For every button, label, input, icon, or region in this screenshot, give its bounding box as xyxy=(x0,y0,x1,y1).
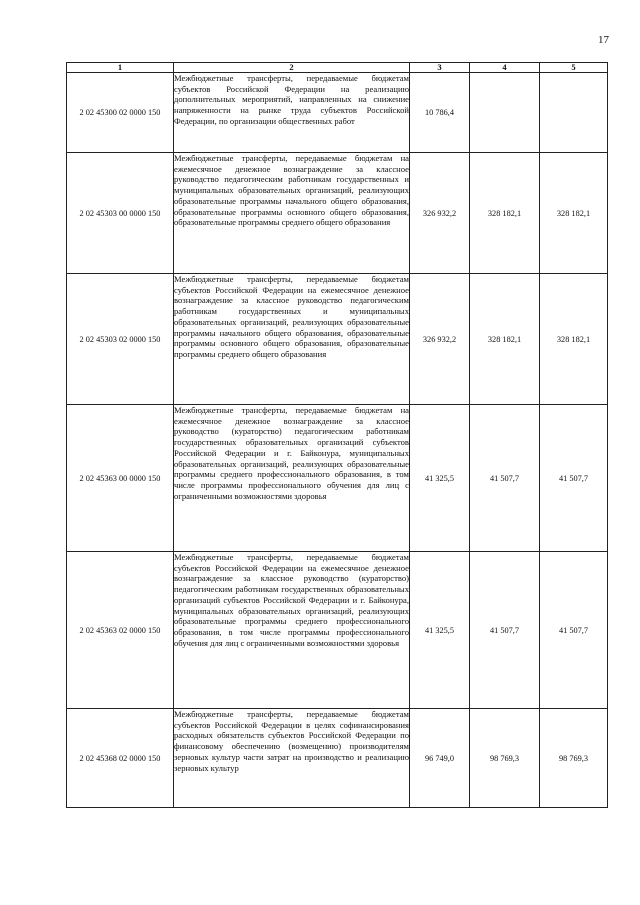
row-description: Межбюджетные трансферты, передаваемые бюджетам на ежемесячное денежное вознаграждение за классное руководство педагогическим работникам государственных и муниципальных образовательных организаций, реализующих образовательные программы начального общего образования, образовательные программы основного общего образования, образовательные программы среднего общего образования xyxy=(174,153,410,274)
budget-code: 2 02 45303 02 0000 150 xyxy=(67,274,174,405)
amount-col3: 326 932,2 xyxy=(410,274,470,405)
amount-col5: 41 507,7 xyxy=(540,405,608,552)
amount-col3: 10 786,4 xyxy=(410,73,470,153)
table-header-row xyxy=(67,63,608,73)
budget-code: 2 02 45363 00 0000 150 xyxy=(67,405,174,552)
table-row xyxy=(67,73,608,153)
table-row xyxy=(67,153,608,274)
table-row xyxy=(67,552,608,709)
row-description: Межбюджетные трансферты, передаваемые бюджетам субъектов Российской Федерации на ежемесячное денежное вознаграждение за классное руководство (кураторство) педагогическим работникам государственных образовательных организаций субъектов Российской Федерации и г. Байконура, муниципальных образовательных организаций, реализующих образовательные программы среднего профессионального образования, в том числе программы профессионального обучения для лиц с ограниченными возможностями здоровья xyxy=(174,552,410,709)
amount-col5: 328 182,1 xyxy=(540,274,608,405)
amount-col5: 41 507,7 xyxy=(540,552,608,709)
amount-col5 xyxy=(540,73,608,153)
row-description: Межбюджетные трансферты, передаваемые бюджетам субъектов Российской Федерации на ежемесячное денежное вознаграждение за классное руководство педагогическим работникам государственных и муниципальных образовательных организаций, реализующих образовательные программы начального общего образования, образовательные программы основного общего образования, образовательные программы среднего общего образования xyxy=(174,274,410,405)
header-col-3: 3 xyxy=(410,63,470,73)
row-description: Межбюджетные трансферты, передаваемые бюджетам на ежемесячное денежное вознаграждение за классное руководство (кураторство) педагогическим работникам государственных образовательных организаций субъектов Российской Федерации и г. Байконура, муниципальных образовательных организаций, реализующих образовательные программы среднего профессионального образования, в том числе программы профессионального обучения для лиц с ограниченными возможностями здоровья xyxy=(174,405,410,552)
table-row xyxy=(67,405,608,552)
row-description: Межбюджетные трансферты, передаваемые бюджетам субъектов Российской Федерации на реализацию дополнительных мероприятий, направленных на снижение напряженности на рынке труда субъектов Российской Федерации, по организации общественных работ xyxy=(174,73,410,153)
amount-col4: 41 507,7 xyxy=(470,552,540,709)
amount-col4 xyxy=(470,73,540,153)
amount-col3: 96 749,0 xyxy=(410,709,470,808)
budget-code: 2 02 45303 00 0000 150 xyxy=(67,153,174,274)
amount-col3: 41 325,5 xyxy=(410,552,470,709)
table-row xyxy=(67,709,608,808)
amount-col4: 328 182,1 xyxy=(470,153,540,274)
amount-col3: 41 325,5 xyxy=(410,405,470,552)
table-row xyxy=(67,274,608,405)
header-col-2: 2 xyxy=(174,63,410,73)
amount-col4: 328 182,1 xyxy=(470,274,540,405)
budget-code: 2 02 45300 02 0000 150 xyxy=(67,73,174,153)
amount-col3: 326 932,2 xyxy=(410,153,470,274)
header-col-1: 1 xyxy=(67,63,174,73)
budget-table xyxy=(66,62,608,808)
header-col-4: 4 xyxy=(470,63,540,73)
amount-col5: 98 769,3 xyxy=(540,709,608,808)
budget-code: 2 02 45363 02 0000 150 xyxy=(67,552,174,709)
row-description: Межбюджетные трансферты, передаваемые бюджетам субъектов Российской Федерации в целях софинансирования расходных обязательств субъектов Российской Федерации по финансовому обеспечению (возмещению) производителям зерновых культур части затрат на производство и реализацию зерновых культур xyxy=(174,709,410,808)
amount-col5: 328 182,1 xyxy=(540,153,608,274)
header-col-5: 5 xyxy=(540,63,608,73)
page-number: 17 xyxy=(598,34,609,46)
amount-col4: 98 769,3 xyxy=(470,709,540,808)
amount-col4: 41 507,7 xyxy=(470,405,540,552)
budget-code: 2 02 45368 02 0000 150 xyxy=(67,709,174,808)
